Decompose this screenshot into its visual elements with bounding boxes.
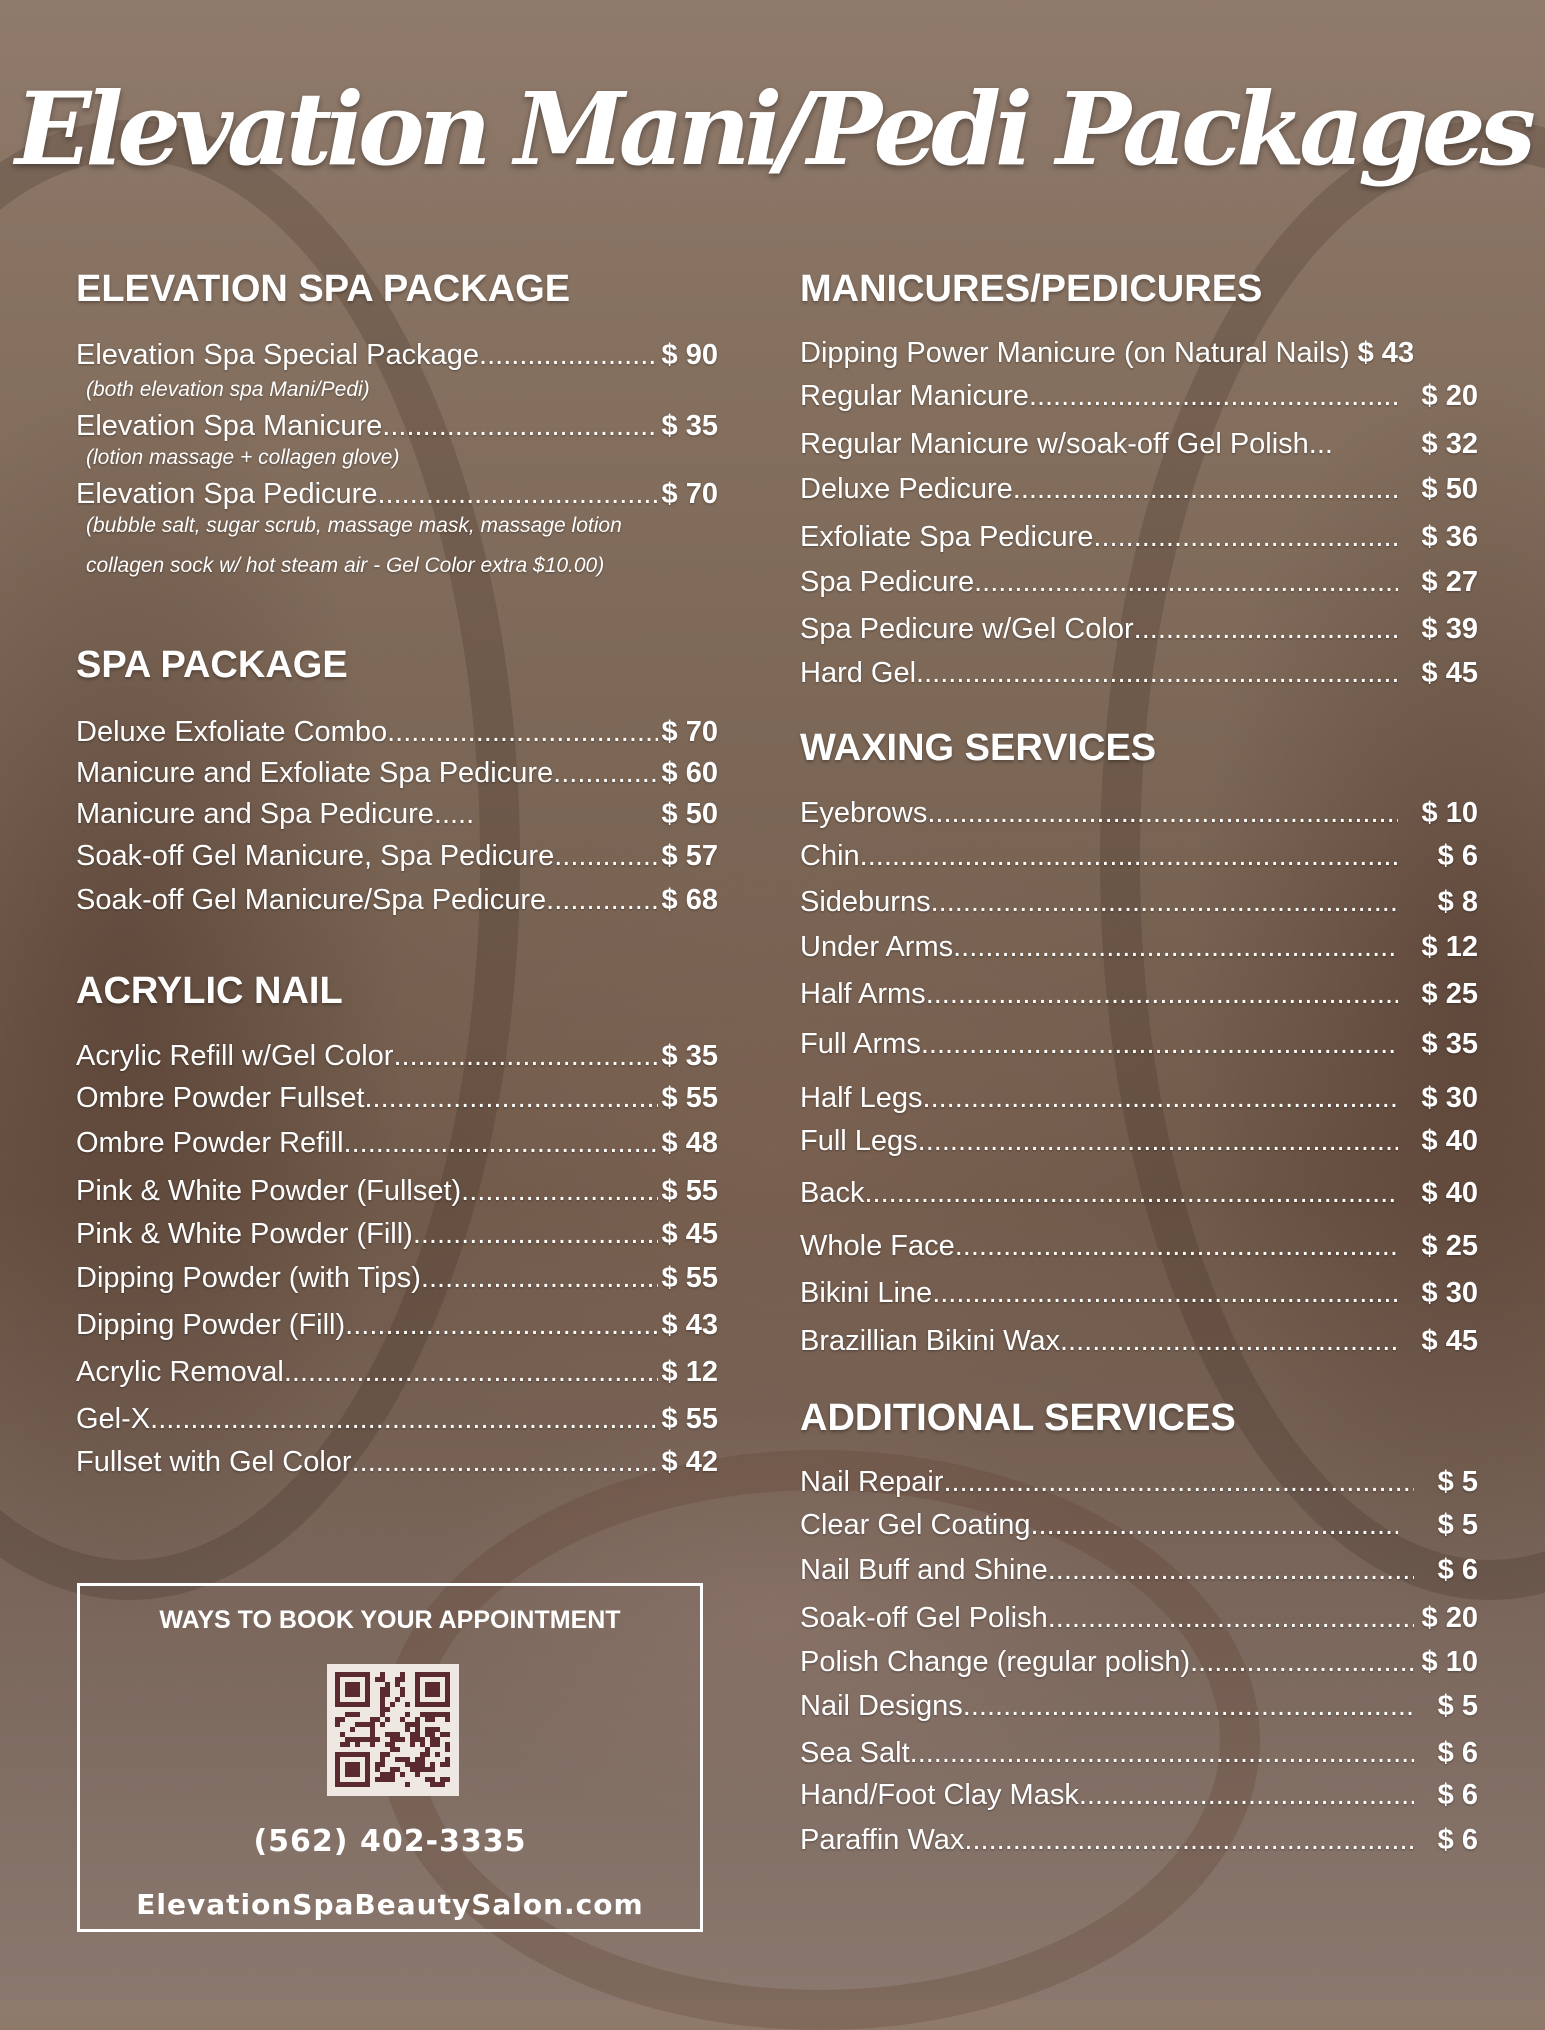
menu-item-name: Paraffin Wax [800, 1824, 965, 1856]
menu-item-name: Half Legs [800, 1082, 923, 1114]
menu-item-name: Under Arms [800, 931, 954, 963]
menu-item [76, 882, 718, 918]
menu-item-price: $ 50 [661, 798, 718, 830]
menu-item-name: Fullset with Gel Color [76, 1446, 352, 1478]
menu-item-price: $ 70 [661, 716, 718, 748]
dot-leader [943, 1464, 1413, 1500]
menu-item-name: Regular Manicure [800, 380, 1029, 412]
menu-item [800, 378, 1478, 414]
menu-item-price: $ 45 [661, 1218, 718, 1250]
menu-item-price: $ 35 [1421, 1028, 1478, 1060]
menu-item-price: $ 57 [661, 840, 718, 872]
dot-leader [553, 755, 657, 791]
menu-item-name: Exfoliate Spa Pedicure [800, 521, 1094, 553]
menu-item-name: Deluxe Pedicure [800, 473, 1013, 505]
menu-item-name: Nail Designs [800, 1690, 963, 1722]
dot-leader [352, 1444, 658, 1480]
menu-item [800, 1777, 1478, 1813]
menu-item-price: $ 12 [1421, 931, 1478, 963]
menu-item-name: Bikini Line [800, 1277, 933, 1309]
menu-item-name: Gel-X [76, 1403, 151, 1435]
menu-item-price: $ 55 [661, 1262, 718, 1294]
menu-item-name: Nail Buff and Shine [800, 1554, 1048, 1586]
menu-item-name: Dipping Powder (Fill) [76, 1309, 346, 1341]
waxing-services-heading: WAXING SERVICES [800, 727, 1157, 769]
menu-item-name: Pink & White Powder (Fullset) [76, 1175, 462, 1207]
menu-item-name: Elevation Spa Manicure [76, 410, 383, 442]
menu-item [800, 426, 1478, 462]
dot-leader [964, 1822, 1413, 1858]
menu-item [76, 1125, 718, 1161]
menu-item-price: $ 6 [1437, 840, 1478, 872]
menu-item [76, 1038, 718, 1074]
dot-leader [918, 1123, 1398, 1159]
menu-item [76, 476, 718, 512]
qr-code-icon[interactable] [327, 1664, 459, 1796]
dot-leader [150, 1401, 657, 1437]
menu-item [800, 335, 1478, 371]
menu-item-price: $ 60 [661, 757, 718, 789]
menu-item [800, 1175, 1478, 1211]
dot-leader [284, 1354, 658, 1390]
acrylic-nail-heading: ACRYLIC NAIL [76, 970, 343, 1012]
menu-item-price: $ 50 [1421, 473, 1478, 505]
dot-leader [926, 976, 1398, 1012]
dot-leader [387, 714, 657, 750]
menu-item-name: Full Arms [800, 1028, 921, 1060]
dot-leader [344, 1125, 658, 1161]
dot-leader [1013, 471, 1398, 507]
menu-item-price: $ 30 [1421, 1082, 1478, 1114]
menu-item-name: Brazillian Bikini Wax [800, 1325, 1060, 1357]
dot-leader [974, 564, 1397, 600]
menu-item-price: $ 25 [1421, 1230, 1478, 1262]
menu-item-name: Ombre Powder Refill [76, 1127, 344, 1159]
menu-item [800, 1822, 1478, 1858]
dot-leader [1079, 1777, 1414, 1813]
menu-item-price: $ 20 [1421, 380, 1478, 412]
menu-item [800, 1644, 1478, 1680]
menu-item [76, 337, 718, 373]
dot-leader [923, 1080, 1398, 1116]
menu-item-price: $ 90 [661, 339, 718, 371]
booking-heading: WAYS TO BOOK YOUR APPOINTMENT [159, 1606, 621, 1634]
dot-leader [860, 838, 1398, 874]
menu-item [800, 976, 1478, 1012]
menu-item [76, 1401, 718, 1437]
menu-item [800, 1507, 1478, 1543]
menu-item-name: Chin [800, 840, 860, 872]
menu-item-name: Dipping Power Manicure (on Natural Nails) [800, 337, 1350, 369]
menu-item [800, 655, 1478, 691]
menu-item-price: $ 36 [1421, 521, 1478, 553]
menu-item [800, 519, 1478, 555]
menu-item-price: $ 30 [1421, 1277, 1478, 1309]
menu-item-name: Acrylic Refill w/Gel Color [76, 1040, 394, 1072]
menu-item-price: $ 68 [661, 884, 718, 916]
elevation-spa-package-heading: ELEVATION SPA PACKAGE [76, 268, 571, 310]
menu-item [76, 838, 718, 874]
menu-item [800, 838, 1478, 874]
dot-leader [1190, 1644, 1413, 1680]
dot-leader [1029, 378, 1398, 414]
menu-item [800, 1464, 1478, 1500]
spa-package-heading: SPA PACKAGE [76, 644, 348, 686]
menu-item [800, 1026, 1478, 1062]
menu-item-price: $ 45 [1421, 657, 1478, 689]
menu-item [800, 1735, 1478, 1771]
menu-item-price: $ 32 [1421, 428, 1478, 460]
dot-leader [365, 1080, 658, 1116]
booking-box [77, 1583, 703, 1932]
menu-item-name: Eyebrows [800, 797, 928, 829]
menu-item [800, 1688, 1478, 1724]
menu-item [76, 796, 718, 832]
menu-item-note: (both elevation spa Mani/Pedi) [86, 378, 370, 401]
menu-item-price: $ 12 [661, 1356, 718, 1388]
menu-item-price: $ 8 [1437, 886, 1478, 918]
menu-item-price: $ 6 [1437, 1554, 1478, 1586]
menu-item-note: collagen sock w/ hot steam air - Gel Color extra $10.00) [86, 554, 605, 577]
page-title: Elevation Mani/Pedi Packages [15, 70, 1530, 188]
dot-leader [932, 1275, 1397, 1311]
menu-item-price: $ 10 [1421, 797, 1478, 829]
menu-item [800, 1228, 1478, 1264]
dot-leader [916, 655, 1398, 691]
menu-item-name: Elevation Spa Special Package [76, 339, 480, 371]
dot-leader [931, 884, 1398, 920]
dot-leader [921, 1026, 1398, 1062]
dot-leader [1048, 1600, 1414, 1636]
menu-item-price: $ 20 [1421, 1602, 1478, 1634]
dot-leader [1134, 611, 1398, 647]
menu-item-name: Half Arms [800, 978, 926, 1010]
dot-leader [554, 838, 657, 874]
dot-leader [963, 1688, 1414, 1724]
menu-item [76, 1260, 718, 1296]
additional-services-heading: ADDITIONAL SERVICES [800, 1397, 1236, 1439]
menu-item-name: Sea Salt [800, 1737, 910, 1769]
booking-phone[interactable]: (562) 402-3335 [253, 1824, 527, 1859]
dot-leader [345, 1307, 657, 1343]
menu-item-price: $ 48 [661, 1127, 718, 1159]
menu-item-name: Deluxe Exfoliate Combo [76, 716, 388, 748]
menu-item [800, 564, 1478, 600]
menu-item [76, 1216, 718, 1252]
dot-leader [864, 1175, 1397, 1211]
menu-item-price: $ 55 [661, 1175, 718, 1207]
menu-item-price: $ 43 [1357, 337, 1415, 369]
menu-item-name: Dipping Powder (with Tips) [76, 1262, 421, 1294]
menu-item-name: Soak-off Gel Polish [800, 1602, 1048, 1634]
menu-item-price: $ 42 [661, 1446, 718, 1478]
menu-item-price: $ 6 [1437, 1779, 1478, 1811]
dot-leader [393, 1038, 657, 1074]
dot-leader [421, 1260, 658, 1296]
menu-item [76, 1173, 718, 1209]
menu-item-name: Clear Gel Coating [800, 1509, 1031, 1541]
dot-leader [910, 1735, 1414, 1771]
menu-item-price: $ 27 [1421, 566, 1478, 598]
menu-item-price: $ 55 [661, 1082, 718, 1114]
menu-item-price: $ 55 [661, 1403, 718, 1435]
menu-item-name: Hard Gel [800, 657, 917, 689]
menu-item [76, 408, 718, 444]
menu-item-price: $ 5 [1437, 1466, 1478, 1498]
menu-item [800, 929, 1478, 965]
qr-code-graphic [327, 1664, 459, 1796]
menu-item-name: Spa Pedicure w/Gel Color [800, 613, 1134, 645]
dot-leader [927, 795, 1397, 831]
menu-item-name: Soak-off Gel Manicure/Spa Pedicure [76, 884, 547, 916]
menu-item-price: $ 39 [1421, 613, 1478, 645]
menu-item-name: Ombre Powder Fullset [76, 1082, 365, 1114]
dot-leader [953, 929, 1397, 965]
menu-item [800, 1552, 1478, 1588]
menu-item-name: Manicure and Spa Pedicure..... [76, 798, 475, 830]
dot-leader [546, 882, 657, 918]
menu-item-price: $ 10 [1421, 1646, 1478, 1678]
dot-leader [955, 1228, 1398, 1264]
dot-leader [1048, 1552, 1414, 1588]
menu-item-price: $ 40 [1421, 1125, 1478, 1157]
menu-item [800, 1080, 1478, 1116]
menu-item [76, 755, 718, 791]
dot-leader [1060, 1323, 1398, 1359]
menu-item [800, 795, 1478, 831]
menu-item-name: Acrylic Removal [76, 1356, 284, 1388]
menu-item [76, 1080, 718, 1116]
menu-item [76, 1354, 718, 1390]
dot-leader [479, 337, 658, 373]
menu-item-price: $ 5 [1437, 1690, 1478, 1722]
menu-item-name: Spa Pedicure [800, 566, 975, 598]
dot-leader [382, 408, 657, 444]
menu-item-name: Regular Manicure w/soak-off Gel Polish... [800, 428, 1333, 460]
menu-item [800, 611, 1478, 647]
menu-item-price: $ 43 [661, 1309, 718, 1341]
menu-item-name: Sideburns [800, 886, 931, 918]
menu-item-name: Polish Change (regular polish) [800, 1646, 1191, 1678]
manicures-pedicures-heading: MANICURES/PEDICURES [800, 268, 1263, 310]
dot-leader [1031, 1507, 1398, 1543]
menu-item-price: $ 70 [661, 478, 718, 510]
menu-item [76, 1307, 718, 1343]
menu-item-name: Whole Face [800, 1230, 955, 1262]
dot-leader [461, 1173, 657, 1209]
menu-item-name: Soak-off Gel Manicure, Spa Pedicure [76, 840, 555, 872]
menu-item-name: Nail Repair [800, 1466, 944, 1498]
menu-item-name: Manicure and Exfoliate Spa Pedicure [76, 757, 554, 789]
dot-leader [1093, 519, 1397, 555]
menu-item-price: $ 40 [1421, 1177, 1478, 1209]
menu-item [800, 1275, 1478, 1311]
menu-item [800, 884, 1478, 920]
menu-item [800, 471, 1478, 507]
menu-item-name: Full Legs [800, 1125, 918, 1157]
dot-leader [413, 1216, 658, 1252]
menu-item [800, 1323, 1478, 1359]
menu-item-price: $ 35 [661, 1040, 718, 1072]
menu-item-price: $ 25 [1421, 978, 1478, 1010]
menu-item-note: (bubble salt, sugar scrub, massage mask, massage lotion [86, 514, 622, 537]
menu-item-price: $ 35 [661, 410, 718, 442]
menu-item-price: $ 45 [1421, 1325, 1478, 1357]
menu-item [76, 714, 718, 750]
menu-item [800, 1123, 1478, 1159]
menu-item-price: $ 5 [1437, 1509, 1478, 1541]
booking-website[interactable]: ElevationSpaBeautySalon.com [136, 1888, 644, 1921]
menu-item-price: $ 6 [1437, 1824, 1478, 1856]
menu-item-name: Elevation Spa Pedicure [76, 478, 378, 510]
menu-item-name: Back [800, 1177, 865, 1209]
dot-leader [377, 476, 657, 512]
menu-item-name: Hand/Foot Clay Mask [800, 1779, 1079, 1811]
menu-item-name: Pink & White Powder (Fill) [76, 1218, 413, 1250]
menu-item-price: $ 6 [1437, 1737, 1478, 1769]
menu-item [76, 1444, 718, 1480]
menu-item [800, 1600, 1478, 1636]
menu-item-note: (lotion massage + collagen glove) [86, 446, 400, 469]
